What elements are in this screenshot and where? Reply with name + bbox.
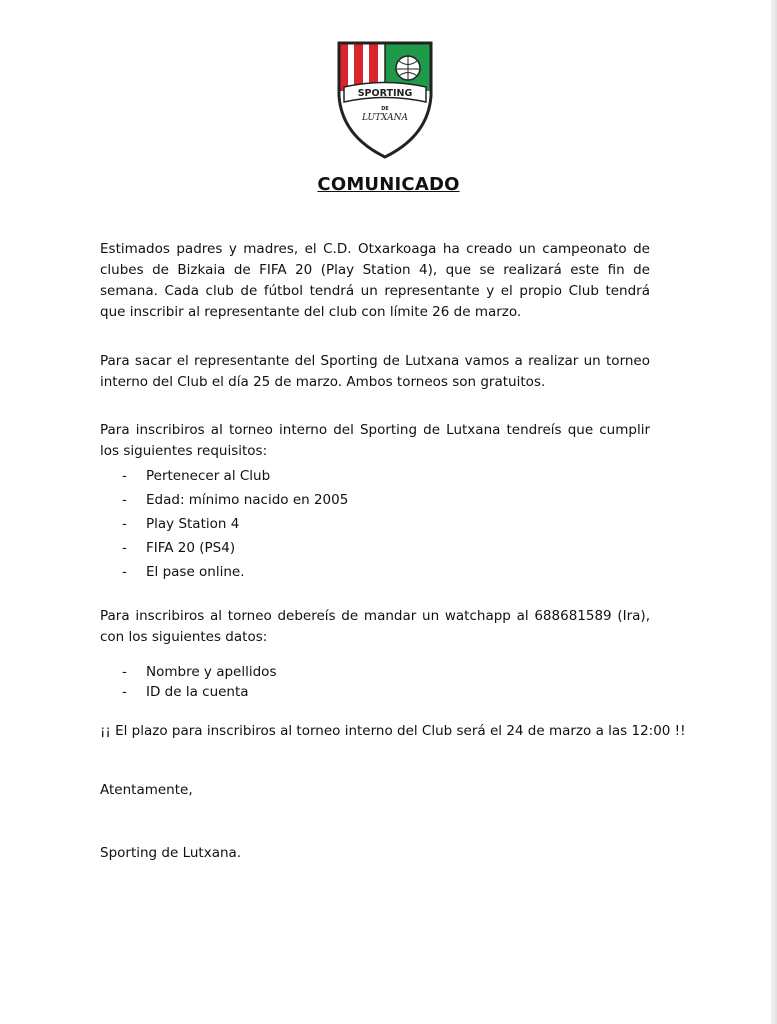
page-title: COMUNICADO	[317, 174, 460, 195]
requirements-list	[100, 464, 348, 584]
list-item	[100, 464, 348, 488]
list-dash: -	[122, 540, 127, 556]
list-dash: -	[122, 468, 127, 484]
deadline-notice: ¡¡ El plazo para inscribiros al torneo interno del Club será el 24 de marzo a las 12:00 !!	[100, 723, 686, 739]
crest-text-bottom: LUTXANA	[361, 113, 409, 123]
list-dash: -	[122, 492, 127, 508]
list-item	[100, 488, 348, 512]
list-item	[100, 682, 276, 702]
list-item	[100, 512, 348, 536]
signature-line: Sporting de Lutxana.	[100, 845, 242, 861]
club-crest-logo	[336, 38, 434, 160]
list-dash: -	[122, 516, 127, 532]
data-field-text: Nombre y apellidos	[146, 664, 277, 680]
page-edge-shadow	[771, 0, 777, 1024]
list-item	[100, 536, 348, 560]
requirement-text: Play Station 4	[146, 516, 240, 532]
paragraph-internal-tournament: Para sacar el representante del Sporting de Lutxana vamos a realizar un torneo interno del Club el día 25 de marzo. Ambos torneos son gratuitos.	[100, 353, 650, 390]
football-icon	[396, 56, 420, 80]
requirement-text: Pertenecer al Club	[146, 468, 271, 484]
paragraph-registration-intro: Para inscribiros al torneo debereís de mandar un watchapp al 688681589 (Ira), con los siguientes datos:	[100, 608, 650, 645]
paragraph-requirements-intro: Para inscribiros al torneo interno del Sporting de Lutxana tendreís que cumplir los siguientes requisitos:	[100, 422, 650, 459]
list-dash: -	[122, 684, 127, 700]
list-dash: -	[122, 564, 127, 580]
requirement-text: FIFA 20 (PS4)	[146, 540, 236, 556]
crest-text-mid: DE	[381, 106, 389, 112]
closing-line: Atentamente,	[100, 782, 193, 798]
crest-text-top: SPORTING	[357, 88, 413, 99]
requirement-text: El pase online.	[146, 564, 245, 580]
paragraph-intro: Estimados padres y madres, el C.D. Otxarkoaga ha creado un campeonato de clubes de Bizkaia de FIFA 20 (Play Station 4), que se realizará este fin de semana. Cada club de fútbol tendrá un representante y el propio Club tendrá que inscribir al representante del club con límite 26 de marzo.	[100, 241, 650, 320]
data-field-text: ID de la cuenta	[146, 684, 249, 700]
data-fields-list	[100, 662, 276, 702]
requirement-text: Edad: mínimo nacido en 2005	[146, 492, 349, 508]
list-item	[100, 662, 276, 682]
list-item	[100, 560, 348, 584]
list-dash: -	[122, 664, 127, 680]
